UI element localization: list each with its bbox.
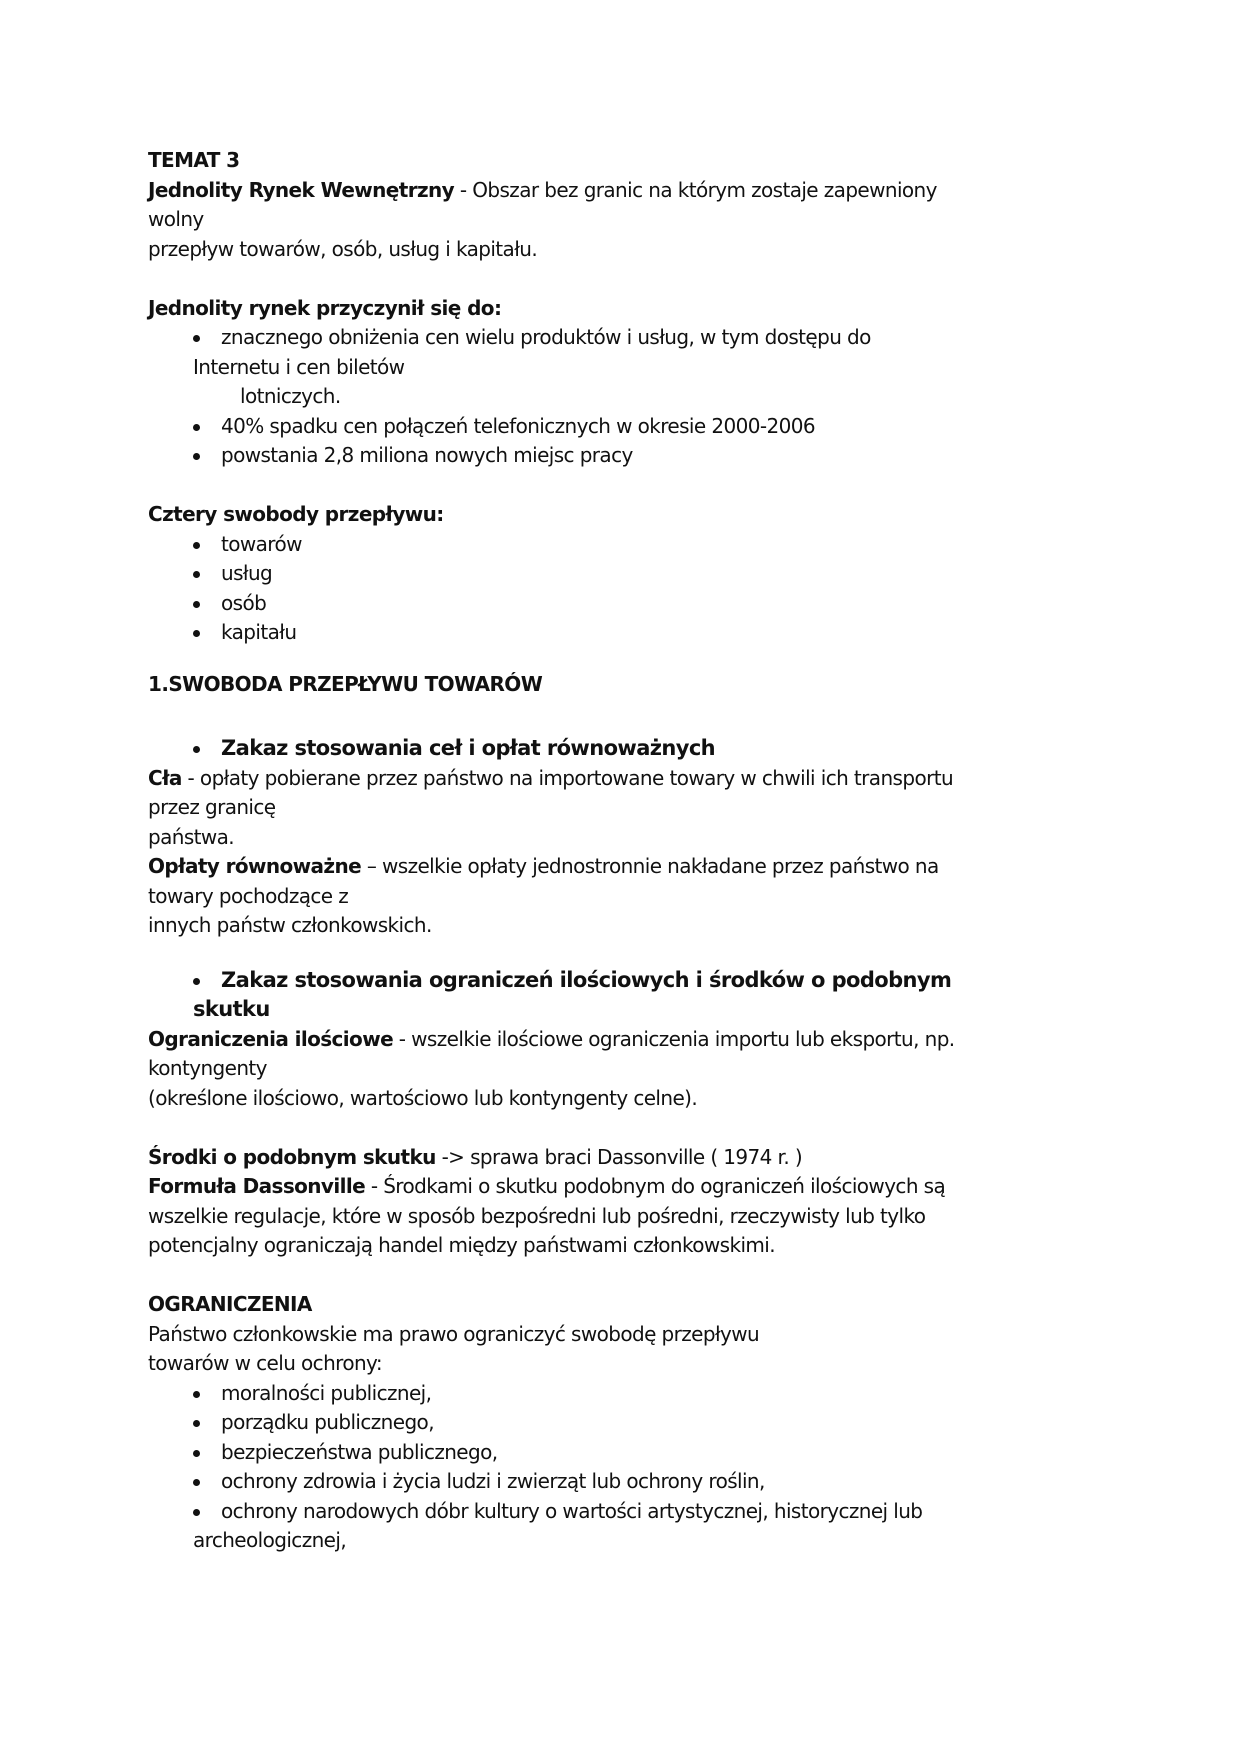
list-item: osób — [148, 589, 1108, 619]
list-item-continuation: lotniczych. — [240, 384, 341, 408]
document-title: TEMAT 3 — [148, 148, 240, 172]
section-1-bullets — [148, 734, 1108, 764]
list-item: ochrony narodowych dóbr kultury o wartości artystycznej, historycznej lub — [148, 1497, 1108, 1527]
oplaty-definition-line-1: Opłaty równoważne – wszelkie opłaty jednostronnie nakładane przez państwo na — [148, 854, 939, 878]
list-item: powstania 2,8 miliona nowych miejsc pracy — [148, 441, 1108, 471]
intro-line-1: Jednolity Rynek Wewnętrzny - Obszar bez granic na którym zostaje zapewniony — [148, 177, 937, 202]
oplaty-definition-line-3: innych państw członkowskich. — [148, 913, 432, 937]
term-jednolity-rynek: Jednolity Rynek Wewnętrzny — [148, 177, 455, 202]
list-item: usług — [148, 559, 1108, 589]
section-1-bullets-2 — [148, 966, 1108, 1025]
formula-line-1: Formuła Dassonville - Środkami o skutku podobnym do ograniczeń ilościowych są — [148, 1174, 946, 1198]
restrictions-heading: OGRANICZENIA — [148, 1292, 312, 1316]
ograniczenia-definition-line-1: Ograniczenia ilościowe - wszelkie ilościowe ograniczenia importu lub eksportu, np. — [148, 1026, 955, 1051]
bullet-heading-ograniczenia: Zakaz stosowania ograniczeń ilościowych i środków o podobnym — [148, 966, 1108, 996]
bullet-heading-continuation: skutku — [193, 997, 270, 1021]
freedoms-list — [148, 530, 1108, 648]
intro-line-3: przepływ towarów, osób, usług i kapitału. — [148, 236, 538, 261]
list-item: moralności publicznej, — [148, 1379, 1108, 1409]
ograniczenia-definition-line-3: (określone ilościowo, wartościowo lub kontyngenty celne). — [148, 1085, 698, 1110]
list-item: 40% spadku cen połączeń telefonicznych w okresie 2000-2006 — [148, 412, 1108, 442]
restrictions-list — [148, 1379, 1108, 1556]
srodki-line: Środki o podobnym skutku -> sprawa braci Dassonville ( 1974 r. ) — [148, 1144, 803, 1169]
freedoms-heading: Cztery swobody przepływu: — [148, 502, 444, 526]
ograniczenia-definition-line-2: kontyngenty — [148, 1056, 267, 1080]
section-1-heading: 1.SWOBODA PRZEPŁYWU TOWARÓW — [148, 671, 543, 696]
cla-definition-line-1: Cła - opłaty pobierane przez państwo na importowane towary w chwili ich transportu — [148, 765, 954, 790]
list-item: ochrony zdrowia i życia ludzi i zwierząt lub ochrony roślin, — [148, 1467, 1108, 1497]
list-item-continuation: Internetu i cen biletów — [193, 354, 405, 379]
contributions-list — [148, 323, 1108, 471]
cla-definition-line-2: przez granicę — [148, 795, 276, 819]
bullet-heading-ceł: Zakaz stosowania ceł i opłat równoważnych — [148, 734, 1108, 764]
list-item-continuation: archeologicznej, — [193, 1528, 347, 1552]
contributions-heading: Jednolity rynek przyczynił się do: — [148, 295, 502, 320]
formula-line-3: potencjalny ograniczają handel między państwami członkowskimi. — [148, 1233, 776, 1257]
restrictions-line-1: Państwo członkowskie ma prawo ograniczyć swobodę przepływu — [148, 1321, 760, 1346]
oplaty-definition-line-2: towary pochodzące z — [148, 883, 349, 908]
intro-line-2: wolny — [148, 207, 204, 231]
list-item: porządku publicznego, — [148, 1408, 1108, 1438]
restrictions-line-2: towarów w celu ochrony: — [148, 1351, 382, 1375]
list-item: bezpieczeństwa publicznego, — [148, 1438, 1108, 1468]
list-item: kapitału — [148, 618, 1108, 648]
list-item: znacznego obniżenia cen wielu produktów i usług, w tym dostępu do — [148, 323, 1108, 353]
cla-definition-line-3: państwa. — [148, 824, 235, 849]
formula-line-2: wszelkie regulacje, które w sposób bezpośredni lub pośredni, rzeczywisty lub tylko — [148, 1203, 926, 1228]
list-item: towarów — [148, 530, 1108, 560]
document-page — [148, 146, 1108, 1556]
